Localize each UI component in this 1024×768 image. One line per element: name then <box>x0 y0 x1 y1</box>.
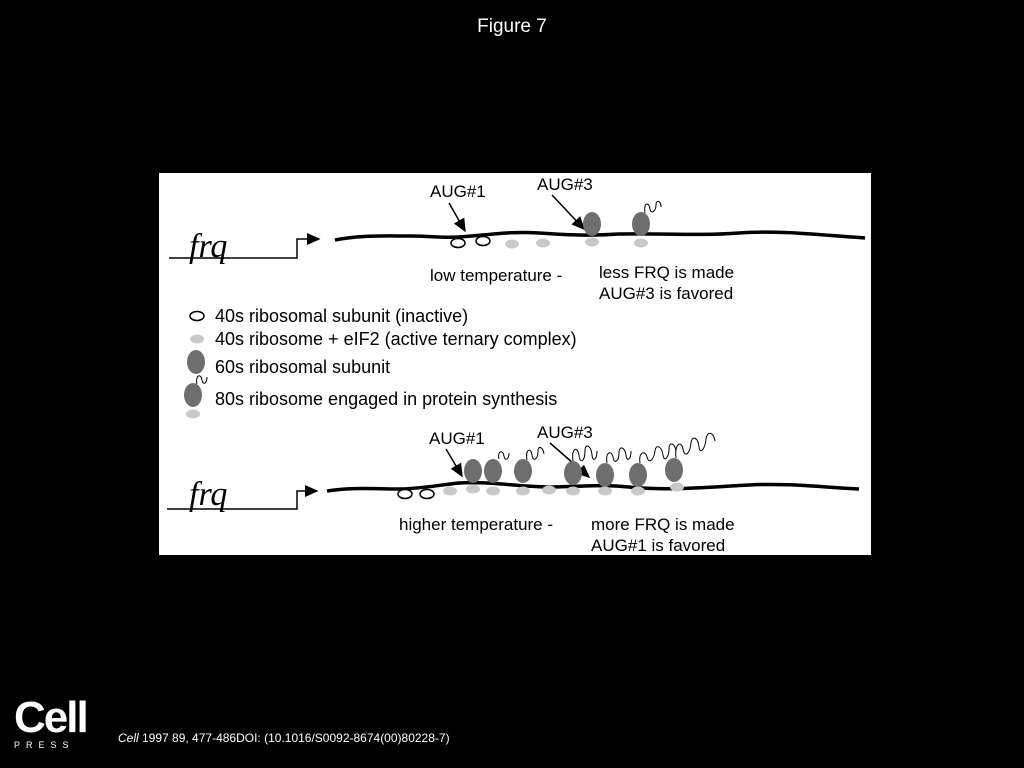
top-caption-left: low temperature - <box>430 266 563 285</box>
subunit-40s-active <box>505 240 519 249</box>
ribosome-80s <box>464 459 482 494</box>
top-aug1-label: AUG#1 <box>430 182 486 201</box>
subunit-40s-active <box>443 487 457 496</box>
subunit-40s-inactive <box>398 490 412 499</box>
bottom-aug3-label: AUG#3 <box>537 423 593 442</box>
legend-item <box>190 329 577 349</box>
subunit-40s-active <box>542 486 556 495</box>
top-caption-right-2: AUG#3 is favored <box>599 284 734 303</box>
legend <box>184 306 577 419</box>
open-oval-icon <box>190 312 204 321</box>
top-caption-right-1: less FRQ is made <box>599 263 735 282</box>
subunit-40s-inactive <box>476 237 490 246</box>
cell-press-logo <box>14 693 87 750</box>
bottom-caption-right-2: AUG#1 is favored <box>591 536 726 555</box>
gray-oval-icon <box>190 335 204 344</box>
legend-item <box>187 350 390 377</box>
bottom-caption-right-1: more FRQ is made <box>591 515 735 534</box>
bottom-gene-construct <box>167 476 317 513</box>
top-aug3-label: AUG#3 <box>537 175 593 194</box>
legend-label: 40s ribosomal subunit (inactive) <box>215 306 469 326</box>
ribosome-80s <box>583 212 601 247</box>
ribosome-80s-with-peptide <box>564 446 597 495</box>
top-gene-construct <box>169 228 319 265</box>
translation-diagram <box>159 173 871 555</box>
dark-oval-icon <box>187 350 205 374</box>
subunit-40s-active <box>536 239 550 248</box>
legend-label: 40s ribosome + eIF2 (active ternary complex) <box>215 329 577 349</box>
legend-label: 60s ribosomal subunit <box>215 357 391 377</box>
citation <box>118 731 450 745</box>
logo-word: Cell <box>14 693 87 742</box>
ribosome-80s-with-peptide <box>632 201 661 247</box>
ribosome-80s-with-peptide <box>665 433 715 491</box>
legend-item <box>184 376 557 419</box>
legend-item <box>190 306 468 326</box>
bottom-gene-label: frq <box>189 476 228 513</box>
citation-journal: Cell <box>118 731 139 745</box>
citation-details: 1997 89, 477-486DOI: (10.1016/S0092-8674(00)80228-7) <box>138 731 450 745</box>
figure-title: Figure 7 <box>477 16 547 37</box>
bottom-aug1-label: AUG#1 <box>429 429 485 448</box>
ribosome-80s-icon <box>184 376 207 419</box>
legend-label: 80s ribosome engaged in protein synthesis <box>215 389 558 409</box>
top-aug1-marker <box>430 182 486 231</box>
subunit-40s-inactive <box>451 239 465 248</box>
bottom-caption-left: higher temperature - <box>399 515 554 534</box>
subunit-40s-inactive <box>420 490 434 499</box>
figure-panel <box>159 173 871 555</box>
logo-press: PRESS <box>14 740 75 750</box>
top-mrna-line <box>335 232 865 240</box>
ribosome-80s <box>484 452 509 496</box>
top-gene-label: frq <box>189 228 228 265</box>
